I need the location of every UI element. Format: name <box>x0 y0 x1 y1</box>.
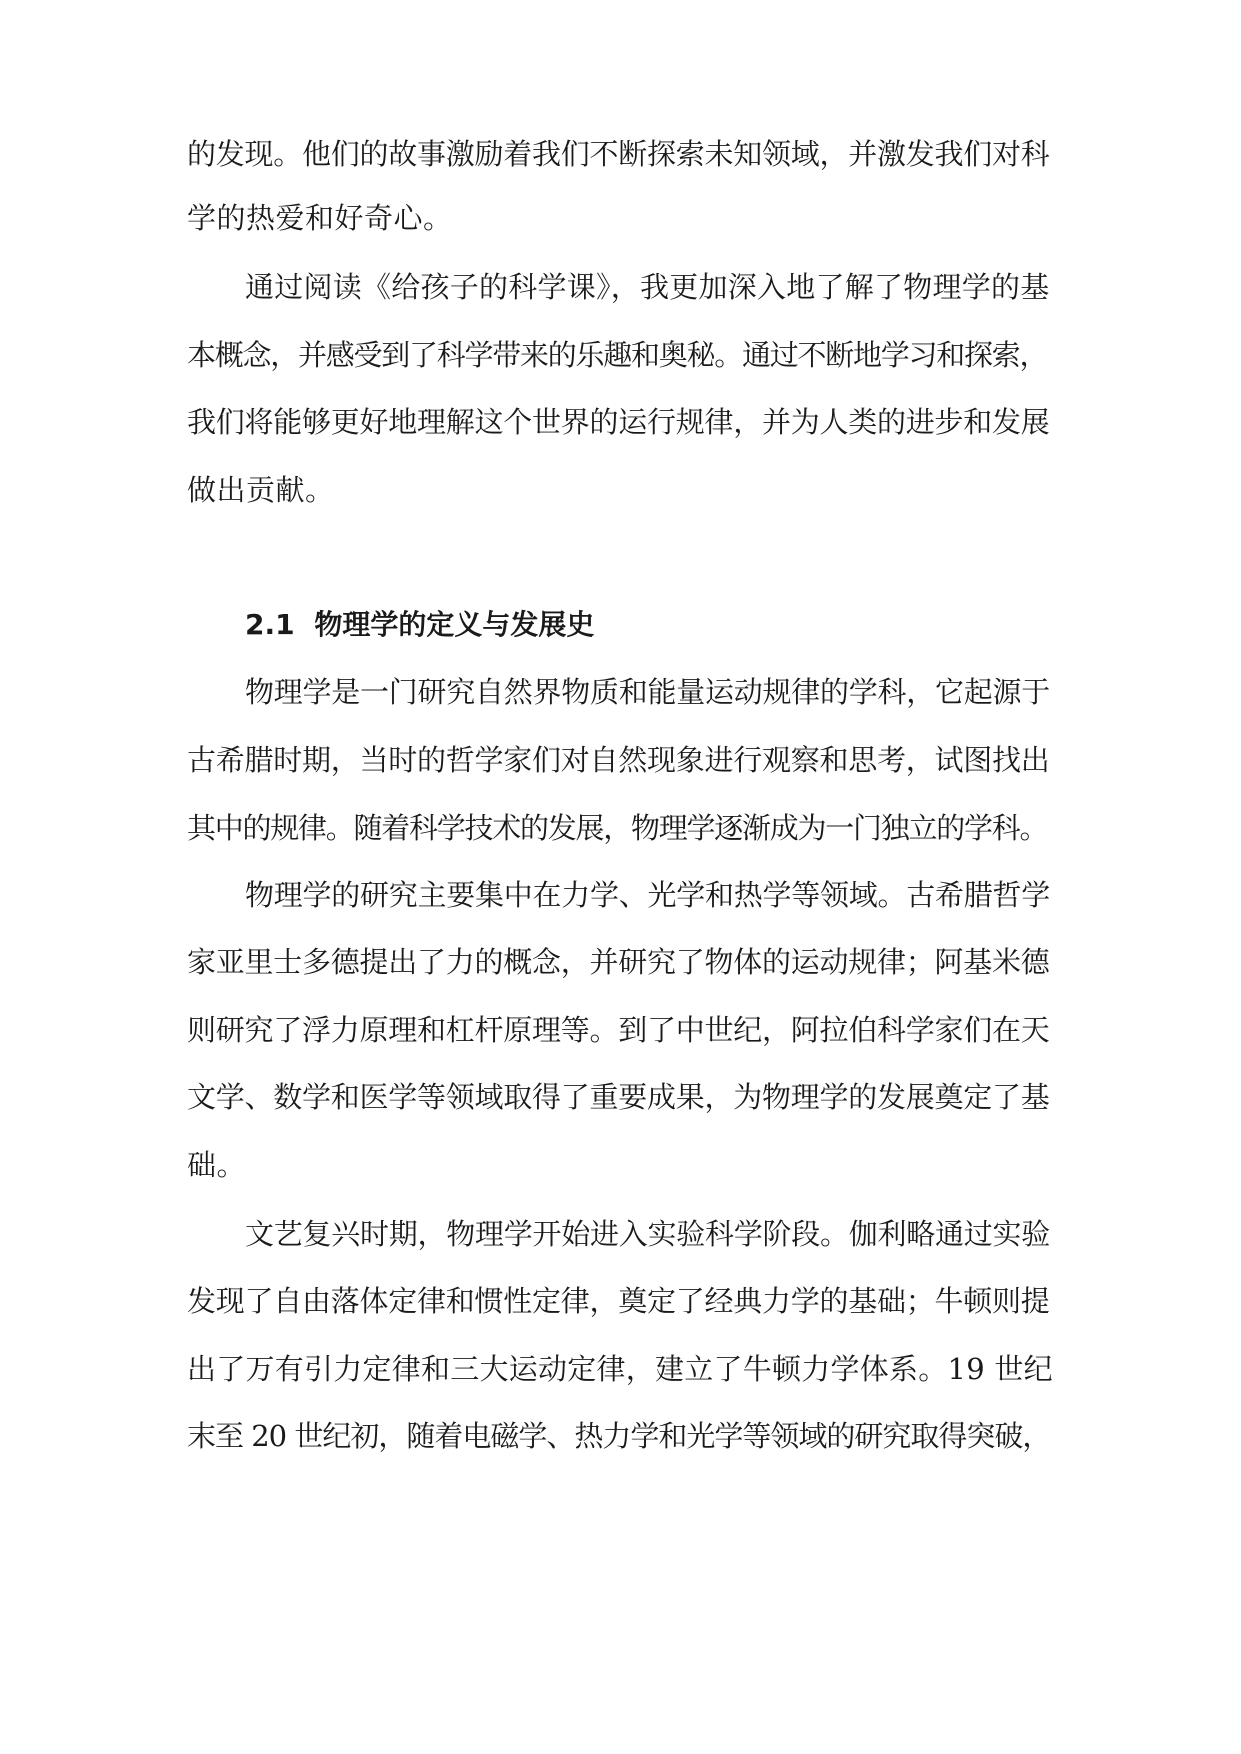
text-line: 做出贡献。 <box>187 473 335 507</box>
text-line: 物理学的研究主要集中在力学、光学和热学等领域。古希腊哲学 <box>245 878 1051 912</box>
section-number: 2.1 <box>245 608 295 641</box>
text-line: 的发现。他们的故事激励着我们不断探索未知领域，并激发我们对科 <box>187 137 1050 171</box>
text-line: 发现了自由落体定律和惯性定律，奠定了经典力学的基础；牛顿则提 <box>187 1284 1050 1318</box>
section-title: 物理学的定义与发展史 <box>314 608 595 641</box>
text-line: 本概念，并感受到了科学带来的乐趣和奥秘。通过不断地学习和探索， <box>187 338 1048 372</box>
text-line: 我们将能够更好地理解这个世界的运行规律，并为人类的进步和发展 <box>187 405 1050 439</box>
text-line: 末至 20 世纪初，随着电磁学、热力学和光学等领域的研究取得突破， <box>187 1419 1051 1453</box>
text-line: 通过阅读《给孩子的科学课》，我更加深入地了解了物理学的基 <box>245 270 1050 304</box>
text-line: 文学、数学和医学等领域取得了重要成果，为物理学的发展奠定了基 <box>187 1080 1050 1114</box>
section-heading <box>245 605 594 645</box>
text-line: 出了万有引力定律和三大运动定律，建立了牛顿力学体系。19 世纪 <box>187 1352 1053 1386</box>
text-line: 础。 <box>187 1148 247 1182</box>
text-line: 学的热爱和好奇心。 <box>187 201 453 235</box>
text-line: 物理学是一门研究自然界物质和能量运动规律的学科，它起源于 <box>245 675 1051 709</box>
text-line: 其中的规律。随着科学技术的发展，物理学逐渐成为一门独立的学科。 <box>187 811 1048 845</box>
text-line: 文艺复兴时期，物理学开始进入实验科学阶段。伽利略通过实验 <box>245 1217 1051 1251</box>
text-line: 则研究了浮力原理和杠杆原理等。到了中世纪，阿拉伯科学家们在天 <box>187 1013 1050 1047</box>
text-line: 古希腊时期，当时的哲学家们对自然现象进行观察和思考，试图找出 <box>187 743 1050 777</box>
text-line: 家亚里士多德提出了力的概念，并研究了物体的运动规律；阿基米德 <box>187 945 1050 979</box>
